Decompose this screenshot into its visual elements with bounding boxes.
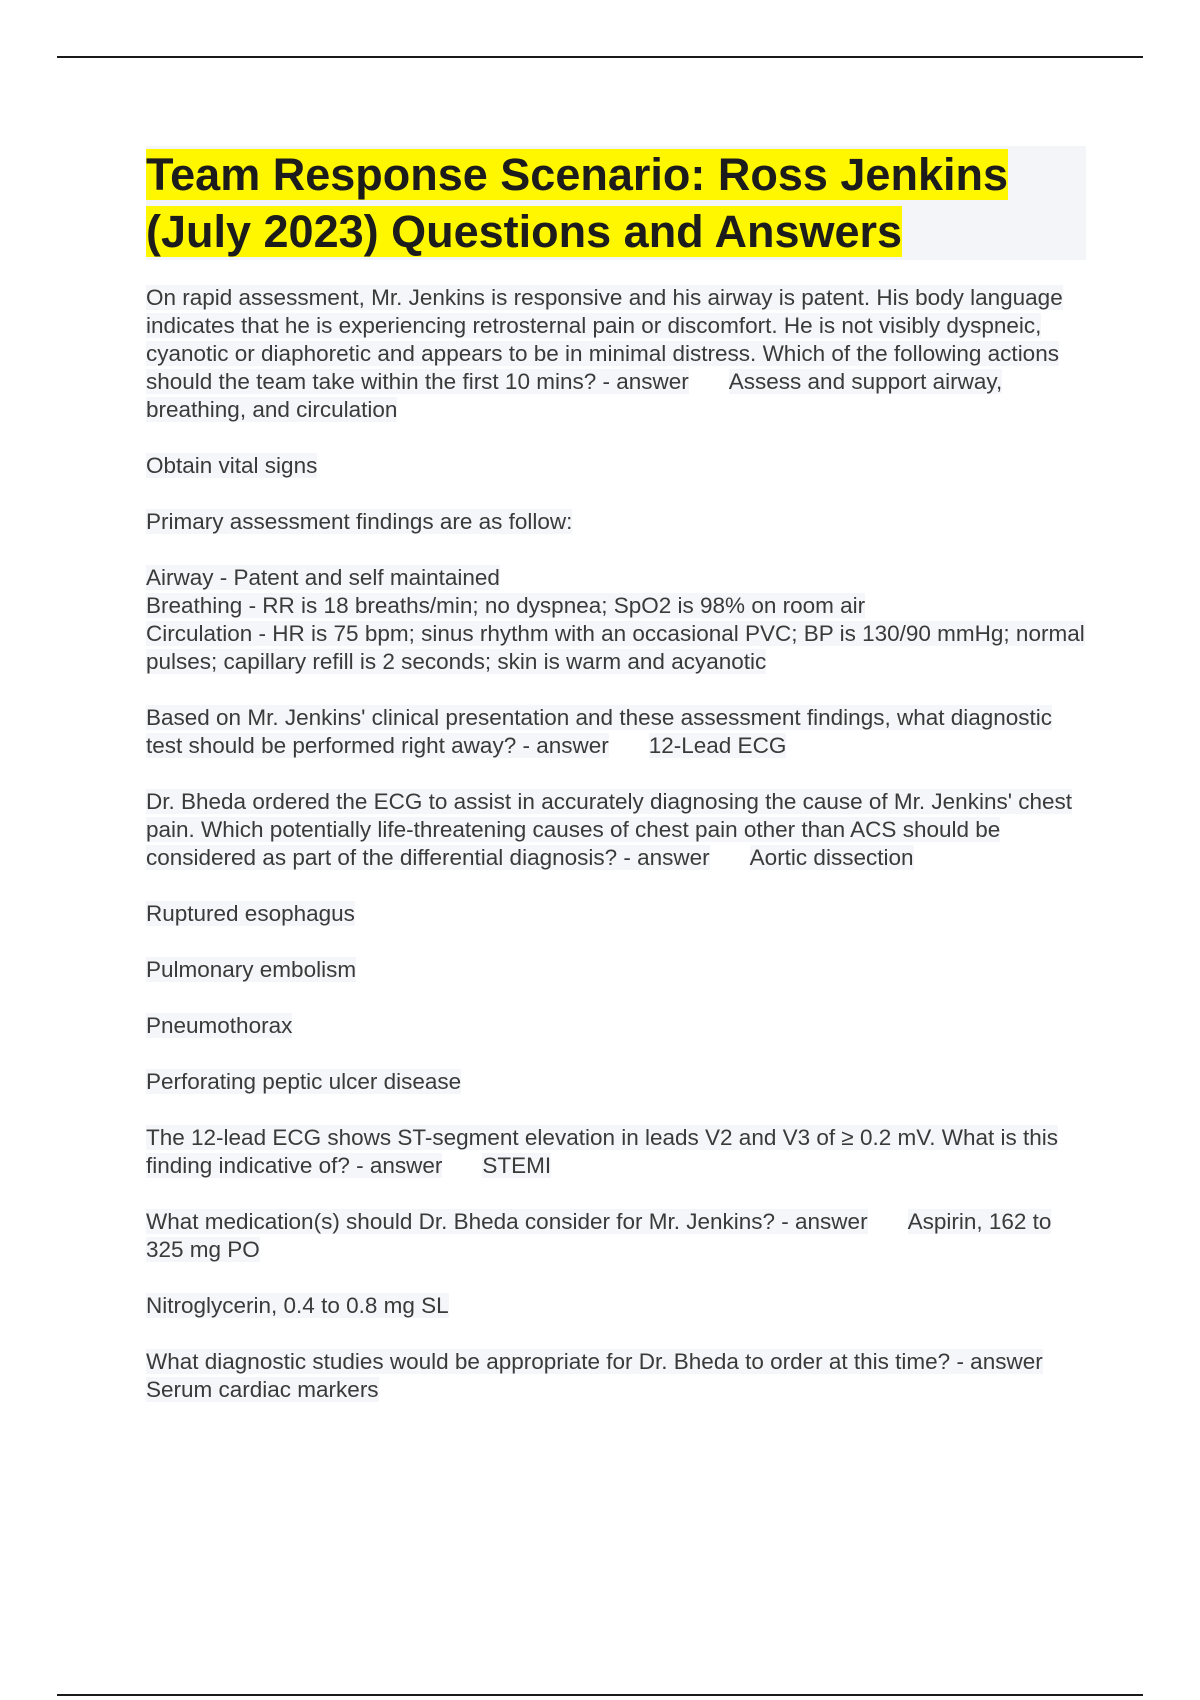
answer-3: Aortic dissection — [749, 845, 914, 870]
answer-item — [146, 1068, 1086, 1096]
answer-4: STEMI — [482, 1153, 552, 1178]
question-3: Dr. Bheda ordered the ECG to assist in accurately diagnosing the cause of Mr. Jenkins' chest pain. Which potentially life-threatening causes of chest pain other than ACS should be considered as part of the differential diagnosis? - answer — [146, 789, 1073, 870]
answer-5: Aspirin, 162 to 325 mg PO — [146, 1209, 1052, 1262]
findings-block — [146, 564, 1086, 676]
answer-nitroglycerin: Nitroglycerin, 0.4 to 0.8 mg SL — [146, 1293, 449, 1318]
page-title — [146, 146, 1086, 260]
answer-item — [146, 956, 1086, 984]
question-4: The 12-lead ECG shows ST-segment elevation in leads V2 and V3 of ≥ 0.2 mV. What is this finding indicative of? - answer — [146, 1125, 1058, 1178]
qa-item-5 — [146, 1208, 1086, 1264]
question-2: Based on Mr. Jenkins' clinical presentation and these assessment findings, what diagnostic test should be performed right away? - answer — [146, 705, 1053, 758]
answer-6: Serum cardiac markers — [146, 1377, 379, 1402]
finding-breathing: Breathing - RR is 18 breaths/min; no dyspnea; SpO2 is 98% on room air — [146, 593, 866, 618]
question-1: On rapid assessment, Mr. Jenkins is responsive and his airway is patent. His body language indicates that he is experiencing retrosternal pain or discomfort. He is not visibly dyspneic, cyanotic or diaphoretic and appears to be in minimal distress. Which of the following actions should the team take within the first 10 mins? - answer — [146, 285, 1063, 394]
qa-item-4 — [146, 1124, 1086, 1180]
question-6: What diagnostic studies would be appropriate for Dr. Bheda to order at this time? - answer — [146, 1349, 1043, 1374]
answer-item — [146, 452, 1086, 480]
qa-item-3 — [146, 788, 1086, 872]
qa-item-1 — [146, 284, 1086, 424]
answer-item — [146, 1012, 1086, 1040]
answer-esophagus: Ruptured esophagus — [146, 901, 355, 926]
finding-circulation: Circulation - HR is 75 bpm; sinus rhythm with an occasional PVC; BP is 130/90 mmHg; normal pulses; capillary refill is 2 seconds; skin is warm and acyanotic — [146, 621, 1085, 674]
question-5: What medication(s) should Dr. Bheda consider for Mr. Jenkins? - answer — [146, 1209, 868, 1234]
answer-pneumothorax: Pneumothorax — [146, 1013, 293, 1038]
header-rule — [57, 56, 1143, 58]
answer-item — [146, 900, 1086, 928]
answer-2: 12-Lead ECG — [648, 733, 787, 758]
qa-item-2 — [146, 704, 1086, 760]
finding-airway: Airway - Patent and self maintained — [146, 565, 500, 590]
answer-ulcer: Perforating peptic ulcer disease — [146, 1069, 462, 1094]
qa-item-6 — [146, 1348, 1086, 1404]
answer-1: Assess and support airway, breathing, and circulation — [146, 369, 1003, 422]
answer-vitals: Obtain vital signs — [146, 453, 318, 478]
text-paragraph — [146, 508, 1086, 536]
primary-findings-intro: Primary assessment findings are as follow: — [146, 509, 573, 534]
answer-embolism: Pulmonary embolism — [146, 957, 357, 982]
qa-list — [146, 284, 1086, 1404]
title-line-2: (July 2023) Questions and Answers — [146, 206, 903, 257]
answer-item — [146, 1292, 1086, 1320]
document-body — [146, 146, 1086, 1404]
footer-rule — [57, 1694, 1143, 1696]
title-line-1: Team Response Scenario: Ross Jenkins — [146, 149, 1008, 200]
